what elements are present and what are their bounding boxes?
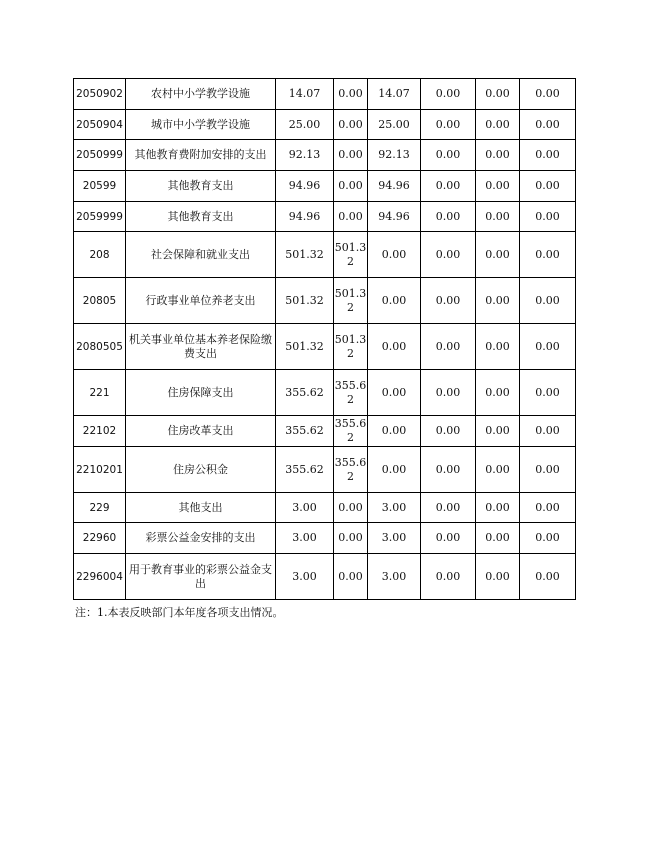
amount-col-7: 0.00: [476, 202, 520, 232]
subject-code: 221: [74, 370, 126, 416]
subject-code: 22102: [74, 416, 126, 447]
project-expenditure: 0.00: [368, 232, 421, 278]
total-amount: 3.00: [276, 493, 334, 523]
table-row: [74, 278, 576, 324]
subject-name: 其他支出: [126, 493, 276, 523]
subject-name: 彩票公益金安排的支出: [126, 523, 276, 554]
amount-col-6: 0.00: [421, 554, 476, 600]
subject-code: 20805: [74, 278, 126, 324]
subject-name: 城市中小学教学设施: [126, 110, 276, 140]
subject-name: 用于教育事业的彩票公益金支出: [126, 554, 276, 600]
amount-col-8: 0.00: [520, 232, 576, 278]
subject-name: 其他教育支出: [126, 171, 276, 202]
total-amount: 3.00: [276, 523, 334, 554]
amount-col-6: 0.00: [421, 370, 476, 416]
total-amount: 14.07: [276, 79, 334, 110]
amount-col-7: 0.00: [476, 278, 520, 324]
table-row: [74, 324, 576, 370]
amount-col-7: 0.00: [476, 554, 520, 600]
amount-col-6: 0.00: [421, 232, 476, 278]
table-row: [74, 523, 576, 554]
project-expenditure: 0.00: [368, 416, 421, 447]
subject-name: 住房改革支出: [126, 416, 276, 447]
subject-code: 20599: [74, 171, 126, 202]
amount-col-8: 0.00: [520, 324, 576, 370]
table-row: [74, 140, 576, 171]
total-amount: 355.62: [276, 370, 334, 416]
basic-expenditure: 0.00: [334, 110, 368, 140]
project-expenditure: 92.13: [368, 140, 421, 171]
total-amount: 501.32: [276, 232, 334, 278]
amount-col-6: 0.00: [421, 278, 476, 324]
basic-expenditure: 355.62: [334, 416, 368, 447]
project-expenditure: 94.96: [368, 171, 421, 202]
amount-col-6: 0.00: [421, 447, 476, 493]
table-row: [74, 416, 576, 447]
table-footnote: 注：1.本表反映部门本年度各项支出情况。: [75, 606, 284, 619]
amount-col-7: 0.00: [476, 447, 520, 493]
amount-col-8: 0.00: [520, 140, 576, 171]
basic-expenditure: 0.00: [334, 79, 368, 110]
basic-expenditure: 501.32: [334, 232, 368, 278]
basic-expenditure: 0.00: [334, 493, 368, 523]
amount-col-7: 0.00: [476, 171, 520, 202]
amount-col-7: 0.00: [476, 523, 520, 554]
project-expenditure: 3.00: [368, 493, 421, 523]
total-amount: 3.00: [276, 554, 334, 600]
total-amount: 501.32: [276, 278, 334, 324]
table-row: [74, 554, 576, 600]
amount-col-7: 0.00: [476, 110, 520, 140]
subject-code: 2296004: [74, 554, 126, 600]
amount-col-8: 0.00: [520, 79, 576, 110]
basic-expenditure: 0.00: [334, 171, 368, 202]
project-expenditure: 0.00: [368, 447, 421, 493]
table-row: [74, 493, 576, 523]
table-row: [74, 232, 576, 278]
subject-code: 2059999: [74, 202, 126, 232]
amount-col-8: 0.00: [520, 416, 576, 447]
amount-col-6: 0.00: [421, 110, 476, 140]
amount-col-7: 0.00: [476, 232, 520, 278]
total-amount: 94.96: [276, 202, 334, 232]
table-row: [74, 79, 576, 110]
amount-col-8: 0.00: [520, 110, 576, 140]
project-expenditure: 0.00: [368, 324, 421, 370]
project-expenditure: 14.07: [368, 79, 421, 110]
basic-expenditure: 501.32: [334, 324, 368, 370]
amount-col-8: 0.00: [520, 523, 576, 554]
table-row: [74, 370, 576, 416]
table-row: [74, 447, 576, 493]
amount-col-7: 0.00: [476, 140, 520, 171]
basic-expenditure: 0.00: [334, 202, 368, 232]
expenditure-table: [73, 78, 576, 600]
subject-name: 农村中小学教学设施: [126, 79, 276, 110]
total-amount: 92.13: [276, 140, 334, 171]
total-amount: 355.62: [276, 416, 334, 447]
total-amount: 355.62: [276, 447, 334, 493]
amount-col-7: 0.00: [476, 324, 520, 370]
amount-col-8: 0.00: [520, 278, 576, 324]
subject-code: 208: [74, 232, 126, 278]
amount-col-6: 0.00: [421, 493, 476, 523]
amount-col-6: 0.00: [421, 324, 476, 370]
basic-expenditure: 0.00: [334, 523, 368, 554]
table-row: [74, 171, 576, 202]
amount-col-7: 0.00: [476, 416, 520, 447]
basic-expenditure: 0.00: [334, 554, 368, 600]
subject-name: 其他教育费附加安排的支出: [126, 140, 276, 171]
table-row: [74, 110, 576, 140]
amount-col-6: 0.00: [421, 171, 476, 202]
amount-col-8: 0.00: [520, 447, 576, 493]
amount-col-8: 0.00: [520, 202, 576, 232]
amount-col-8: 0.00: [520, 370, 576, 416]
project-expenditure: 94.96: [368, 202, 421, 232]
total-amount: 94.96: [276, 171, 334, 202]
amount-col-7: 0.00: [476, 493, 520, 523]
subject-code: 2050904: [74, 110, 126, 140]
total-amount: 25.00: [276, 110, 334, 140]
subject-code: 2050902: [74, 79, 126, 110]
amount-col-6: 0.00: [421, 79, 476, 110]
amount-col-6: 0.00: [421, 202, 476, 232]
amount-col-6: 0.00: [421, 140, 476, 171]
subject-name: 其他教育支出: [126, 202, 276, 232]
amount-col-6: 0.00: [421, 523, 476, 554]
amount-col-7: 0.00: [476, 79, 520, 110]
project-expenditure: 25.00: [368, 110, 421, 140]
subject-code: 2210201: [74, 447, 126, 493]
basic-expenditure: 0.00: [334, 140, 368, 171]
subject-code: 2080505: [74, 324, 126, 370]
amount-col-8: 0.00: [520, 493, 576, 523]
subject-code: 2050999: [74, 140, 126, 171]
project-expenditure: 0.00: [368, 370, 421, 416]
subject-code: 22960: [74, 523, 126, 554]
amount-col-8: 0.00: [520, 554, 576, 600]
project-expenditure: 3.00: [368, 554, 421, 600]
amount-col-8: 0.00: [520, 171, 576, 202]
basic-expenditure: 355.62: [334, 447, 368, 493]
total-amount: 501.32: [276, 324, 334, 370]
table-row: [74, 202, 576, 232]
subject-name: 住房保障支出: [126, 370, 276, 416]
basic-expenditure: 501.32: [334, 278, 368, 324]
basic-expenditure: 355.62: [334, 370, 368, 416]
subject-code: 229: [74, 493, 126, 523]
project-expenditure: 3.00: [368, 523, 421, 554]
subject-name: 住房公积金: [126, 447, 276, 493]
subject-name: 行政事业单位养老支出: [126, 278, 276, 324]
subject-name: 机关事业单位基本养老保险缴费支出: [126, 324, 276, 370]
amount-col-6: 0.00: [421, 416, 476, 447]
amount-col-7: 0.00: [476, 370, 520, 416]
project-expenditure: 0.00: [368, 278, 421, 324]
subject-name: 社会保障和就业支出: [126, 232, 276, 278]
